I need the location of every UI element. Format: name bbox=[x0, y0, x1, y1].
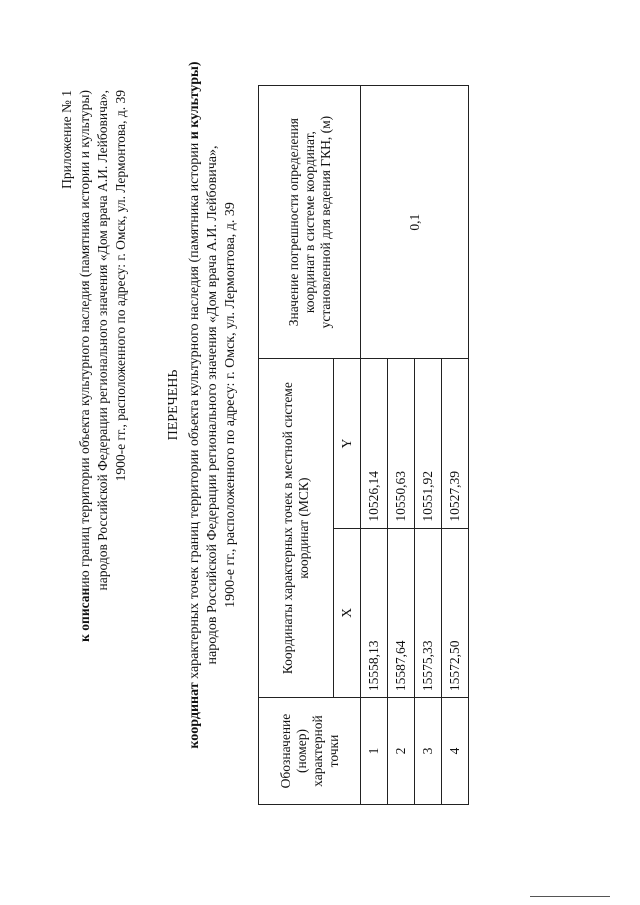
header-x: X bbox=[334, 528, 361, 697]
table-header-row bbox=[259, 86, 334, 805]
heading-line2: народов Российской Федерации регионального значения «Дом врача А.И. Лейбовича», bbox=[205, 145, 220, 665]
cell-x: 15558,13 bbox=[361, 528, 388, 697]
appendix-line3: народов Российской Федерации регионального значения «Дом врача А.И. Лейбовича», bbox=[95, 90, 110, 591]
cell-point-number: 1 bbox=[361, 698, 388, 805]
cell-y: 10526,14 bbox=[361, 359, 388, 528]
appendix-line4: 1900-е гг., расположенного по адресу: г. Омск, ул. Лермонтова, д. 39 bbox=[113, 90, 128, 482]
cell-point-number: 4 bbox=[442, 698, 469, 805]
cell-point-number: 3 bbox=[415, 698, 442, 805]
footer-divider bbox=[530, 896, 610, 897]
appendix-header bbox=[58, 90, 130, 810]
cell-x: 15587,64 bbox=[388, 528, 415, 697]
cell-y: 10527,39 bbox=[442, 359, 469, 528]
cell-y: 10551,92 bbox=[415, 359, 442, 528]
heading-bold-2: и культуры) bbox=[187, 61, 202, 140]
heading-line1 bbox=[186, 25, 204, 785]
coordinates-table bbox=[258, 85, 469, 805]
cell-y: 10550,63 bbox=[388, 359, 415, 528]
header-error: Значение погрешности определения координат в системе координат, установленной для ведения ГКН, (м) bbox=[259, 86, 361, 359]
heading-bold-1: координат bbox=[187, 682, 202, 749]
appendix-number: Приложение № 1 bbox=[59, 90, 74, 189]
appendix-reference-rest: ию границ территории объекта культурного наследия (памятника истории и культуры) bbox=[77, 90, 92, 588]
cell-point-number: 2 bbox=[388, 698, 415, 805]
cell-x: 15575,33 bbox=[415, 528, 442, 697]
document-title: ПЕРЕЧЕНЬ bbox=[166, 369, 181, 441]
header-coordinates: Координаты характерных точек в местной системе координат (МСК) bbox=[259, 359, 334, 698]
header-point-number: Обозначение (номер) характерной точки bbox=[259, 698, 361, 805]
appendix-reference-bold: к описан bbox=[77, 587, 92, 642]
document-heading bbox=[165, 25, 240, 785]
cell-error-value: 0,1 bbox=[361, 86, 469, 359]
heading-text-1: характерных точек границ территории объекта культурного наследия (памятника истории bbox=[187, 139, 202, 683]
table-row bbox=[361, 86, 388, 805]
cell-x: 15572,50 bbox=[442, 528, 469, 697]
appendix-reference bbox=[76, 90, 94, 810]
header-y: Y bbox=[334, 359, 361, 528]
heading-line3: 1900-е гг., расположенного по адресу: г. Омск, ул. Лермонтова, д. 39 bbox=[223, 202, 238, 608]
